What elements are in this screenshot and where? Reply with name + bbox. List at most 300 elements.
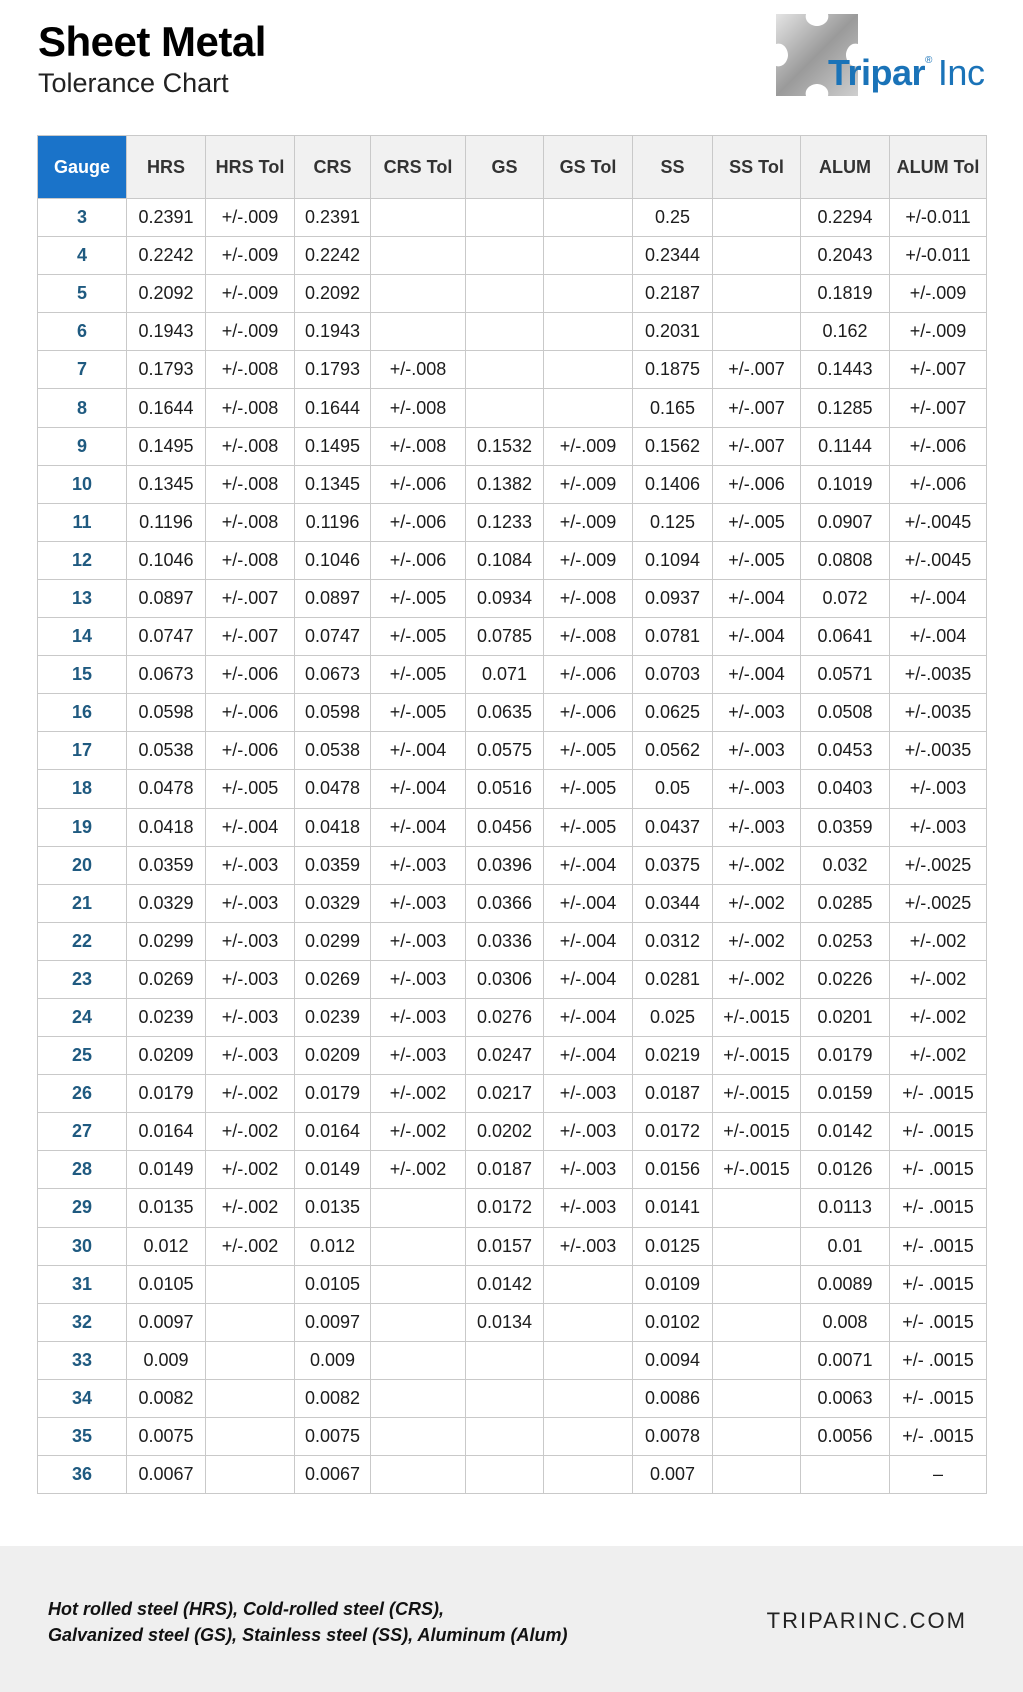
table-cell: +/- .0015: [890, 1265, 987, 1303]
table-cell: [206, 1341, 295, 1379]
table-cell: 0.0142: [801, 1113, 890, 1151]
table-cell: +/-.008: [544, 618, 633, 656]
gauge-cell: 25: [38, 1037, 127, 1075]
table-cell: 0.1562: [633, 427, 713, 465]
table-cell: +/-.005: [371, 694, 466, 732]
table-cell: +/-.008: [544, 579, 633, 617]
table-cell: +/-.002: [371, 1151, 466, 1189]
table-cell: [544, 1265, 633, 1303]
table-cell: 0.0937: [633, 579, 713, 617]
table-cell: 0.2092: [295, 275, 371, 313]
table-cell: 0.0226: [801, 960, 890, 998]
table-cell: +/-.004: [371, 770, 466, 808]
table-cell: +/-.003: [544, 1113, 633, 1151]
table-cell: [544, 1379, 633, 1417]
table-row: [38, 465, 987, 503]
gauge-cell: 13: [38, 579, 127, 617]
abbreviation-legend: [48, 1596, 567, 1648]
table-cell: +/-.003: [544, 1075, 633, 1113]
table-cell: +/-.008: [206, 503, 295, 541]
table-cell: +/-.0025: [890, 884, 987, 922]
table-cell: +/-.002: [713, 960, 801, 998]
gauge-cell: 14: [38, 618, 127, 656]
table-cell: +/-.0015: [713, 1113, 801, 1151]
table-cell: [544, 199, 633, 237]
table-cell: 0.0562: [633, 732, 713, 770]
table-cell: +/-.006: [544, 694, 633, 732]
table-row: [38, 846, 987, 884]
table-row: [38, 656, 987, 694]
legend-line-1: Hot rolled steel (HRS), Cold-rolled steel (CRS),: [48, 1599, 445, 1619]
table-cell: +/-.0045: [890, 541, 987, 579]
table-cell: [371, 1303, 466, 1341]
table-cell: 0.0164: [295, 1113, 371, 1151]
table-cell: +/-.004: [890, 618, 987, 656]
table-cell: +/-.003: [544, 1227, 633, 1265]
table-cell: +/-.002: [890, 922, 987, 960]
table-row: [38, 1418, 987, 1456]
table-cell: 0.1943: [127, 313, 206, 351]
table-cell: 0.0575: [466, 732, 544, 770]
table-cell: +/-.005: [713, 503, 801, 541]
table-cell: +/-.0015: [713, 998, 801, 1036]
table-cell: 0.0109: [633, 1265, 713, 1303]
table-row: [38, 503, 987, 541]
table-cell: 0.0179: [127, 1075, 206, 1113]
table-cell: 0.1875: [633, 351, 713, 389]
table-cell: +/-.0015: [713, 1075, 801, 1113]
logo-registered-mark: ®: [925, 55, 932, 66]
table-cell: [371, 1341, 466, 1379]
table-cell: +/-.002: [890, 1037, 987, 1075]
table-cell: [544, 1418, 633, 1456]
table-cell: 0.0071: [801, 1341, 890, 1379]
table-cell: +/- .0015: [890, 1075, 987, 1113]
table-cell: [713, 1379, 801, 1417]
table-cell: +/-.009: [544, 541, 633, 579]
table-cell: +/-.007: [713, 427, 801, 465]
table-cell: +/-.005: [544, 732, 633, 770]
table-row: [38, 1456, 987, 1494]
table-cell: 0.05: [633, 770, 713, 808]
table-cell: 0.0538: [127, 732, 206, 770]
table-cell: 0.1196: [127, 503, 206, 541]
column-header-gs: GS: [466, 136, 544, 199]
table-row: [38, 389, 987, 427]
table-cell: [713, 1227, 801, 1265]
table-cell: 0.0179: [295, 1075, 371, 1113]
table-cell: [466, 199, 544, 237]
table-cell: 0.1196: [295, 503, 371, 541]
table-cell: +/-.003: [890, 808, 987, 846]
table-cell: 0.072: [801, 579, 890, 617]
table-cell: [206, 1303, 295, 1341]
table-cell: 0.0056: [801, 1418, 890, 1456]
table-cell: 0.0094: [633, 1341, 713, 1379]
table-cell: +/-.003: [713, 732, 801, 770]
table-cell: 0.007: [633, 1456, 713, 1494]
table-cell: 0.1094: [633, 541, 713, 579]
table-cell: 0.0897: [295, 579, 371, 617]
table-cell: +/-.002: [371, 1075, 466, 1113]
column-header-alum: ALUM: [801, 136, 890, 199]
table-cell: 0.0269: [295, 960, 371, 998]
table-cell: +/-.004: [713, 579, 801, 617]
table-cell: +/-.004: [544, 846, 633, 884]
table-cell: [466, 1341, 544, 1379]
table-cell: +/-.007: [206, 579, 295, 617]
table-cell: +/-.009: [890, 275, 987, 313]
table-cell: 0.0456: [466, 808, 544, 846]
column-header-ss: SS: [633, 136, 713, 199]
table-cell: [371, 237, 466, 275]
table-cell: +/-.004: [713, 656, 801, 694]
table-cell: 0.0149: [295, 1151, 371, 1189]
table-cell: [713, 199, 801, 237]
table-cell: –: [890, 1456, 987, 1494]
column-header-crs: CRS: [295, 136, 371, 199]
table-cell: 0.162: [801, 313, 890, 351]
gauge-cell: 27: [38, 1113, 127, 1151]
table-cell: +/-.009: [544, 465, 633, 503]
table-cell: 0.0508: [801, 694, 890, 732]
table-cell: +/-.009: [890, 313, 987, 351]
table-cell: [466, 1456, 544, 1494]
table-cell: +/-.003: [206, 846, 295, 884]
table-cell: [466, 237, 544, 275]
gauge-cell: 15: [38, 656, 127, 694]
gauge-cell: 36: [38, 1456, 127, 1494]
table-cell: 0.2242: [295, 237, 371, 275]
table-cell: [206, 1418, 295, 1456]
gauge-cell: 9: [38, 427, 127, 465]
table-cell: [544, 1303, 633, 1341]
table-cell: 0.0781: [633, 618, 713, 656]
tolerance-table: [37, 135, 987, 1494]
table-cell: 0.1382: [466, 465, 544, 503]
table-cell: +/-.007: [206, 618, 295, 656]
table-cell: +/-.006: [371, 465, 466, 503]
table-cell: 0.01: [801, 1227, 890, 1265]
gauge-cell: 19: [38, 808, 127, 846]
table-cell: 0.0078: [633, 1418, 713, 1456]
table-cell: 0.0747: [127, 618, 206, 656]
gauge-cell: 6: [38, 313, 127, 351]
table-cell: +/-.0015: [713, 1037, 801, 1075]
table-row: [38, 1151, 987, 1189]
table-cell: 0.1443: [801, 351, 890, 389]
table-cell: +/-.005: [544, 808, 633, 846]
table-cell: 0.0113: [801, 1189, 890, 1227]
table-cell: 0.0159: [801, 1075, 890, 1113]
table-cell: 0.0366: [466, 884, 544, 922]
gauge-cell: 23: [38, 960, 127, 998]
table-cell: +/-0.011: [890, 199, 987, 237]
table-cell: 0.0219: [633, 1037, 713, 1075]
table-cell: 0.0641: [801, 618, 890, 656]
table-cell: 0.1532: [466, 427, 544, 465]
table-cell: [713, 1265, 801, 1303]
table-cell: 0.0135: [127, 1189, 206, 1227]
table-cell: +/-.002: [206, 1227, 295, 1265]
table-cell: 0.0172: [466, 1189, 544, 1227]
table-cell: 0.0125: [633, 1227, 713, 1265]
table-cell: +/-.009: [544, 427, 633, 465]
table-cell: [713, 275, 801, 313]
table-cell: 0.2391: [127, 199, 206, 237]
table-cell: +/- .0015: [890, 1189, 987, 1227]
table-cell: +/-.002: [371, 1113, 466, 1151]
table-cell: 0.025: [633, 998, 713, 1036]
table-cell: 0.0276: [466, 998, 544, 1036]
table-row: [38, 313, 987, 351]
gauge-cell: 32: [38, 1303, 127, 1341]
table-cell: 0.1233: [466, 503, 544, 541]
table-cell: 0.0172: [633, 1113, 713, 1151]
gauge-cell: 26: [38, 1075, 127, 1113]
table-cell: +/-.003: [371, 998, 466, 1036]
table-cell: 0.0253: [801, 922, 890, 960]
table-row: [38, 960, 987, 998]
table-cell: +/-.004: [371, 732, 466, 770]
table-cell: 0.0478: [127, 770, 206, 808]
table-cell: 0.2294: [801, 199, 890, 237]
gauge-cell: 34: [38, 1379, 127, 1417]
table-cell: 0.2031: [633, 313, 713, 351]
table-cell: 0.0102: [633, 1303, 713, 1341]
table-cell: 0.0134: [466, 1303, 544, 1341]
table-cell: 0.2242: [127, 237, 206, 275]
table-cell: [466, 1379, 544, 1417]
table-cell: +/-.005: [713, 541, 801, 579]
table-cell: [371, 1265, 466, 1303]
table-cell: +/-.005: [371, 618, 466, 656]
table-cell: 0.0598: [295, 694, 371, 732]
table-row: [38, 1265, 987, 1303]
table-cell: 0.0907: [801, 503, 890, 541]
table-cell: 0.1345: [127, 465, 206, 503]
table-cell: 0.25: [633, 199, 713, 237]
table-cell: 0.0097: [127, 1303, 206, 1341]
table-cell: +/-.0035: [890, 732, 987, 770]
table-cell: 0.0703: [633, 656, 713, 694]
table-cell: 0.2391: [295, 199, 371, 237]
table-cell: [544, 389, 633, 427]
table-cell: 0.0359: [127, 846, 206, 884]
table-row: [38, 1303, 987, 1341]
table-cell: 0.0329: [127, 884, 206, 922]
table-cell: +/-.007: [890, 351, 987, 389]
gauge-cell: 31: [38, 1265, 127, 1303]
gauge-cell: 12: [38, 541, 127, 579]
table-cell: +/-.006: [371, 541, 466, 579]
gauge-cell: 28: [38, 1151, 127, 1189]
table-row: [38, 884, 987, 922]
gauge-cell: 16: [38, 694, 127, 732]
table-cell: [466, 1418, 544, 1456]
table-cell: 0.0312: [633, 922, 713, 960]
table-cell: [466, 351, 544, 389]
table-cell: 0.0329: [295, 884, 371, 922]
table-row: [38, 618, 987, 656]
table-cell: 0.0359: [295, 846, 371, 884]
gauge-cell: 29: [38, 1189, 127, 1227]
column-header-gauge: Gauge: [38, 136, 127, 199]
gauge-cell: 33: [38, 1341, 127, 1379]
company-logo: [776, 14, 990, 96]
table-cell: 0.0187: [633, 1075, 713, 1113]
table-cell: +/-.006: [371, 503, 466, 541]
table-cell: 0.2187: [633, 275, 713, 313]
table-row: [38, 1227, 987, 1265]
gauge-cell: 11: [38, 503, 127, 541]
table-cell: 0.0179: [801, 1037, 890, 1075]
table-cell: +/-.004: [544, 1037, 633, 1075]
website-link[interactable]: TRIPARINC.COM: [766, 1608, 967, 1633]
table-cell: 0.0785: [466, 618, 544, 656]
table-cell: 0.0299: [127, 922, 206, 960]
table-row: [38, 922, 987, 960]
table-cell: 0.1793: [295, 351, 371, 389]
table-cell: 0.0673: [295, 656, 371, 694]
table-row: [38, 541, 987, 579]
table-row: [38, 998, 987, 1036]
table-cell: +/- .0015: [890, 1418, 987, 1456]
table-row: [38, 732, 987, 770]
table-cell: 0.0453: [801, 732, 890, 770]
table-cell: 0.0299: [295, 922, 371, 960]
table-row: [38, 1379, 987, 1417]
table-row: [38, 1113, 987, 1151]
gauge-cell: 24: [38, 998, 127, 1036]
table-cell: 0.1046: [127, 541, 206, 579]
gauge-cell: 20: [38, 846, 127, 884]
table-cell: [371, 275, 466, 313]
table-cell: 0.0149: [127, 1151, 206, 1189]
table-cell: 0.0075: [127, 1418, 206, 1456]
table-cell: +/-.003: [371, 960, 466, 998]
table-cell: 0.0105: [127, 1265, 206, 1303]
table-cell: [713, 1341, 801, 1379]
table-cell: 0.1084: [466, 541, 544, 579]
table-cell: [466, 275, 544, 313]
table-cell: [544, 313, 633, 351]
table-cell: 0.1819: [801, 275, 890, 313]
table-cell: +/-.004: [544, 922, 633, 960]
table-cell: 0.071: [466, 656, 544, 694]
table-cell: 0.165: [633, 389, 713, 427]
table-cell: 0.0141: [633, 1189, 713, 1227]
table-cell: [206, 1265, 295, 1303]
table-cell: 0.2043: [801, 237, 890, 275]
table-cell: +/-.004: [371, 808, 466, 846]
table-cell: [713, 1456, 801, 1494]
table-row: [38, 1341, 987, 1379]
table-cell: +/-.006: [890, 427, 987, 465]
logo-name: Tripar: [828, 52, 926, 93]
table-cell: +/-.006: [544, 656, 633, 694]
table-cell: 0.0086: [633, 1379, 713, 1417]
table-cell: 0.0157: [466, 1227, 544, 1265]
table-cell: 0.0897: [127, 579, 206, 617]
table-cell: +/-.003: [544, 1151, 633, 1189]
table-cell: +/-.002: [890, 960, 987, 998]
table-cell: 0.0285: [801, 884, 890, 922]
table-cell: 0.0306: [466, 960, 544, 998]
table-cell: +/-.003: [206, 922, 295, 960]
column-header-gs-tol: GS Tol: [544, 136, 633, 199]
table-cell: +/-.009: [544, 503, 633, 541]
table-row: [38, 1075, 987, 1113]
table-cell: [466, 313, 544, 351]
table-cell: +/- .0015: [890, 1303, 987, 1341]
table-cell: 0.1495: [127, 427, 206, 465]
table-cell: +/-.008: [206, 465, 295, 503]
table-cell: 0.0934: [466, 579, 544, 617]
table-cell: 0.0082: [127, 1379, 206, 1417]
table-cell: [206, 1456, 295, 1494]
table-cell: 0.0344: [633, 884, 713, 922]
table-cell: 0.0747: [295, 618, 371, 656]
table-cell: +/- .0015: [890, 1151, 987, 1189]
table-cell: 0.0673: [127, 656, 206, 694]
table-cell: 0.1406: [633, 465, 713, 503]
table-cell: 0.0437: [633, 808, 713, 846]
table-cell: 0.0217: [466, 1075, 544, 1113]
table-row: [38, 579, 987, 617]
table-cell: +/-.003: [371, 922, 466, 960]
table-cell: 0.1943: [295, 313, 371, 351]
table-cell: +/-.003: [713, 694, 801, 732]
table-cell: 0.0269: [127, 960, 206, 998]
table-cell: +/-.006: [890, 465, 987, 503]
table-cell: +/-.006: [206, 732, 295, 770]
table-cell: +/-.006: [713, 465, 801, 503]
gauge-cell: 17: [38, 732, 127, 770]
table-cell: +/-.007: [713, 389, 801, 427]
table-cell: +/-.003: [206, 998, 295, 1036]
gauge-cell: 5: [38, 275, 127, 313]
table-cell: [544, 275, 633, 313]
gauge-cell: 21: [38, 884, 127, 922]
table-cell: +/-.004: [890, 579, 987, 617]
logo-wordmark: [828, 52, 984, 94]
table-cell: +/-.005: [206, 770, 295, 808]
table-cell: +/-.0035: [890, 656, 987, 694]
table-cell: +/-.004: [544, 998, 633, 1036]
table-cell: 0.0538: [295, 732, 371, 770]
table-cell: 0.012: [127, 1227, 206, 1265]
table-cell: +/-.0015: [713, 1151, 801, 1189]
table-cell: +/-.008: [371, 351, 466, 389]
table-cell: +/-.009: [206, 313, 295, 351]
table-cell: 0.0063: [801, 1379, 890, 1417]
table-row: [38, 427, 987, 465]
table-cell: 0.1046: [295, 541, 371, 579]
table-cell: +/-.0035: [890, 694, 987, 732]
table-cell: 0.0808: [801, 541, 890, 579]
table-body: [38, 199, 987, 1494]
table-row: [38, 808, 987, 846]
table-cell: 0.1019: [801, 465, 890, 503]
table-cell: +/-0.011: [890, 237, 987, 275]
table-cell: 0.0635: [466, 694, 544, 732]
table-cell: 0.0156: [633, 1151, 713, 1189]
table-cell: +/-.008: [206, 427, 295, 465]
table-cell: 0.0142: [466, 1265, 544, 1303]
page-title: Sheet Metal: [38, 18, 266, 65]
table-cell: 0.0625: [633, 694, 713, 732]
